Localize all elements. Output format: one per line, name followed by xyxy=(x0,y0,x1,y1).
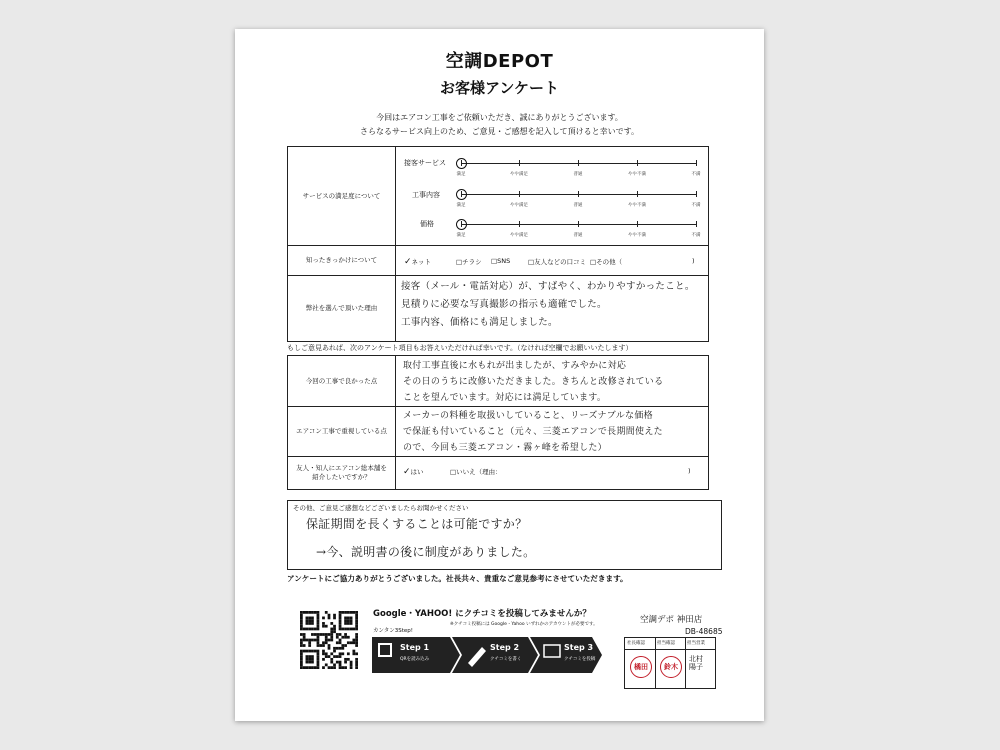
discovery-option-wom[interactable]: □友人などの口コミ xyxy=(528,258,587,266)
priority-line-2: で保証も付いていること（元々、三菱エアコンで長期間使えた xyxy=(403,427,663,437)
step-3-title: Step 3 xyxy=(564,643,594,652)
scale-option[interactable]: やや満足 xyxy=(510,233,528,238)
step-2-title: Step 2 xyxy=(490,643,520,652)
satisfaction-label: サービスの満足度について xyxy=(302,191,381,200)
sales-rep-name: 北村 陽子 xyxy=(689,655,703,671)
scale-option[interactable]: やや満足 xyxy=(510,203,528,208)
row-label-price: 価格 xyxy=(420,220,434,228)
row-label-construction: 工事内容 xyxy=(412,191,440,199)
scale-option[interactable]: 普通 xyxy=(573,172,583,177)
seal-stamp-2: 鈴木 xyxy=(660,656,682,678)
comment-line-1: 保証期間を長くすることは可能ですか？ xyxy=(306,517,528,531)
store-name: 空調デポ 神田店 xyxy=(640,615,703,625)
step-1-title: Step 1 xyxy=(400,643,430,652)
qr-code-image[interactable] xyxy=(300,611,358,669)
good-line-1: 取付工事直後に水もれが出ましたが、すみやかに対応 xyxy=(403,361,627,371)
optional-note: もしご意見あれば、次のアンケート項目もお答えいただければ幸いです。（なければ空欄でお願いいたします） xyxy=(287,344,633,352)
discovery-option-flyer[interactable]: □チラシ xyxy=(456,258,482,266)
recommend-yes[interactable]: ✓はい xyxy=(403,467,424,477)
priority-line-3: ので、今回も三菱エアコン・霧ヶ峰を希望した） xyxy=(403,443,607,453)
survey-sheet xyxy=(235,29,764,721)
page-title: お客様アンケート xyxy=(439,79,560,97)
good-line-3: ことを望んでいます。対応には満足しています。 xyxy=(403,393,607,403)
step-3-sub: クチコミを投稿 xyxy=(564,657,596,662)
brand-logo: 空調DEPOT xyxy=(445,51,554,72)
survey-table-1 xyxy=(287,146,709,342)
scale-option[interactable]: 不満 xyxy=(691,172,701,177)
recommend-label: 友人・知人にエアコン総本舗を 紹介したいですか？ xyxy=(296,464,387,481)
step-2-sub: クチコミを書く xyxy=(490,657,522,662)
reason-line-2: 見積りに必要な写真撮影の指示も適確でした。 xyxy=(401,299,607,310)
survey-table-2 xyxy=(287,355,709,490)
discovery-other-close: ) xyxy=(692,257,695,265)
intro-line-1: 今回はエアコン工事をご依頼いただき、誠にありがとうございます。 xyxy=(376,113,623,122)
scale-option[interactable]: 満足 xyxy=(456,203,466,208)
reason-line-3: 工事内容、価格にも満足しました。 xyxy=(401,317,558,328)
row-label-service: 接客サービス xyxy=(404,159,446,167)
scale-option[interactable]: やや不満 xyxy=(628,172,646,177)
review-title: Google・YAHOO! にクチコミを投稿してみませんか？ xyxy=(373,609,591,619)
stamp-header-1: 社長確認 xyxy=(627,641,645,646)
scale-option[interactable]: 不満 xyxy=(691,203,701,208)
review-subtext: ※クチコミ投稿には Google・Yahoo いずれかのアカウントが必要です。 xyxy=(450,622,598,627)
scale-option[interactable]: 不満 xyxy=(691,233,701,238)
scale-option[interactable]: 満足 xyxy=(456,233,466,238)
discovery-option-net[interactable]: ✓ネット xyxy=(404,257,432,267)
scale-option[interactable]: やや不満 xyxy=(628,203,646,208)
intro-line-2: さらなるサービス向上のため、ご意見・ご感想を記入して頂けると幸いです。 xyxy=(359,127,640,136)
recommend-no[interactable]: □いいえ（理由： xyxy=(450,468,502,476)
store-code: DB-48685 xyxy=(685,627,723,636)
recommend-close: ) xyxy=(688,467,691,475)
thanks-message: アンケートにご協力ありがとうございました。社長共々、貴重なご意見参考にさせていただきます。 xyxy=(287,574,628,583)
step-1-sub: QRを読み込み xyxy=(400,657,430,662)
discovery-option-sns[interactable]: □SNS xyxy=(491,257,511,265)
comments-box xyxy=(287,500,722,570)
comments-label: その他、ご意見ご感想などございましたらお聞かせください xyxy=(293,504,469,512)
steps-banner xyxy=(372,635,602,675)
scale-option[interactable]: 普通 xyxy=(573,233,583,238)
discovery-option-other[interactable]: □その他（ xyxy=(590,258,623,266)
stamp-table xyxy=(624,637,716,689)
reason-line-1: 接客（メール・電話対応）が、すばやく、わかりやすかったこと。 xyxy=(401,281,695,292)
stamp-header-3: 担当営業 xyxy=(687,641,705,646)
scale-option[interactable]: 普通 xyxy=(573,203,583,208)
comment-line-2: →今、説明書の後に制度がありました。 xyxy=(316,545,536,559)
discovery-label: 知ったきっかけについて xyxy=(305,255,378,264)
easy-steps-label: カンタン3Step! xyxy=(373,628,414,634)
stamp-header-2: 担当確認 xyxy=(657,641,675,646)
scale-option[interactable]: やや不満 xyxy=(628,233,646,238)
good-line-2: その日のうちに改修いただきました。きちんと改修されている xyxy=(403,377,664,387)
good-points-label: 今回の工事で良かった点 xyxy=(305,376,378,385)
reason-label: 弊社を選んで頂いた理由 xyxy=(305,303,378,312)
priority-line-1: メーカーの料種を取扱いしていること、リーズナブルな価格 xyxy=(403,411,653,421)
scale-option[interactable]: やや満足 xyxy=(510,172,528,177)
scale-option[interactable]: 満足 xyxy=(456,172,466,177)
priorities-label: エアコン工事で重視している点 xyxy=(296,426,387,435)
seal-stamp-1: 橘田 xyxy=(630,656,652,678)
